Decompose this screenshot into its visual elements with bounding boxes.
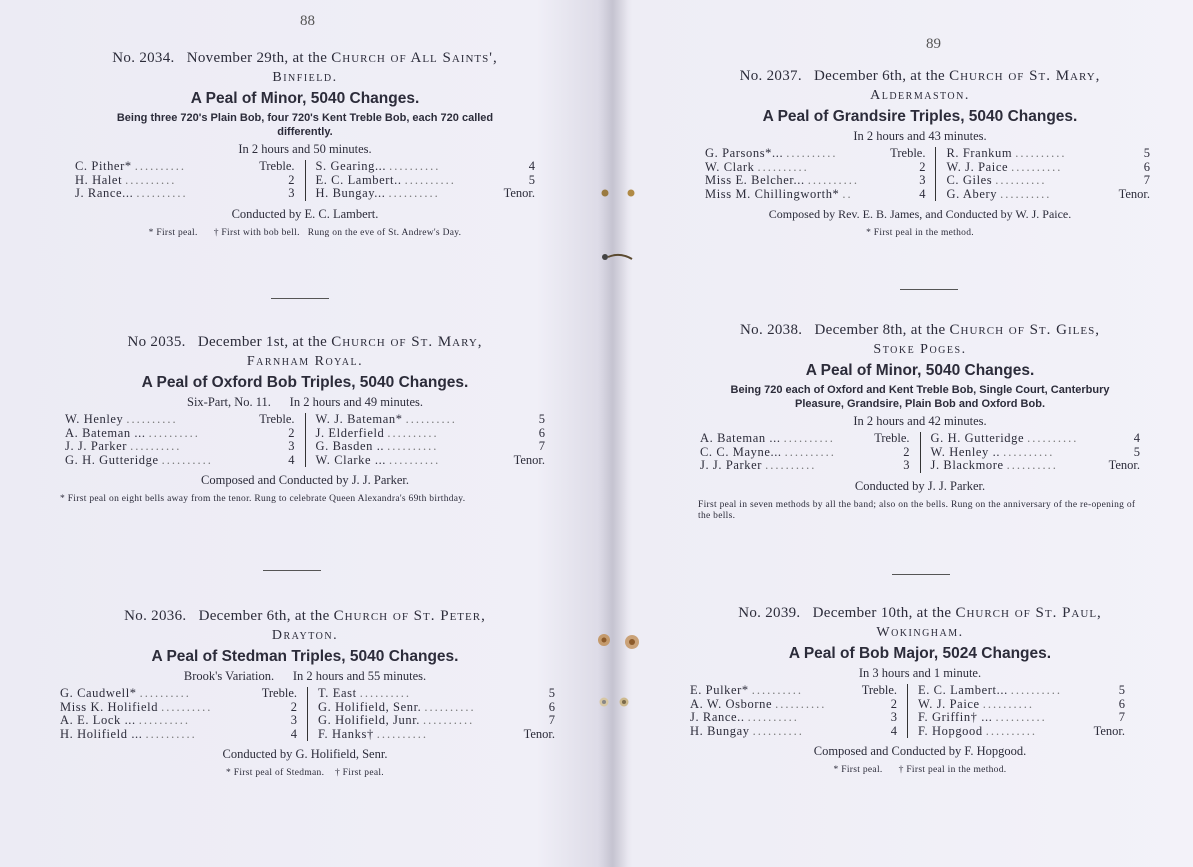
peal-record-2036 — [55, 606, 555, 779]
ringer-row: G. Caudwell* .......... Treble. — [60, 686, 297, 700]
ringer-bell: Treble. — [890, 146, 926, 160]
peal-notes: * First peal. † First with bob bell. Rung on the eve of St. Andrew's Day. — [148, 227, 462, 238]
peal-heading — [690, 320, 1150, 340]
ringer-name: G. Caudwell* — [60, 686, 137, 700]
ringers-column-right — [307, 687, 555, 741]
ringer-name: G. Abery — [946, 186, 998, 201]
peal-title: A Peal of Grandsire Triples, 5040 Changes. — [762, 108, 1078, 125]
ringer-bell: Tenor. — [1118, 186, 1150, 201]
ringer-name: W. J. Paice — [946, 159, 1009, 174]
ringer-bell: Treble. — [261, 686, 297, 700]
ringer-row: F. Hanks† .......... Tenor. — [318, 726, 555, 741]
ringer-bell: 4 — [528, 159, 535, 173]
ringer-bell: Treble. — [861, 683, 897, 697]
peal-title: A Peal of Oxford Bob Triples, 5040 Changes. — [141, 374, 469, 391]
ringer-row: G. Abery .......... Tenor. — [946, 186, 1150, 201]
ringer-bell: 3 — [890, 710, 897, 724]
peal-location: Drayton. — [271, 628, 339, 643]
peal-number: No. 2036. — [124, 608, 187, 624]
ringer-bell: Treble. — [259, 412, 295, 426]
ringer-bell: 3 — [919, 173, 926, 187]
peal-time: Brook's Variation. In 2 hours and 55 minutes. — [183, 669, 427, 683]
ringer-name: J. Blackmore — [930, 458, 1004, 472]
peal-title: A Peal of Stedman Triples, 5040 Changes. — [151, 648, 459, 665]
ringer-bell: 4 — [1133, 431, 1140, 445]
ringer-row: G. Holifield, Junr. .......... 7 — [318, 713, 555, 727]
ringer-row: G. Parsons*... .......... Treble. — [705, 146, 926, 160]
section-divider — [900, 289, 958, 290]
peal-conductor: Conducted by G. Holifield, Senr. — [222, 747, 388, 761]
peal-church: Church of St. Paul, — [955, 605, 1102, 621]
peal-notes: * First peal of Stedman. † First peal. — [226, 768, 384, 778]
ringer-name: Miss E. Belcher... — [705, 173, 805, 187]
ringer-bell: Tenor. — [523, 726, 555, 741]
ringer-bell: 4 — [890, 723, 897, 738]
peal-church: Church of All Saints', — [331, 50, 498, 66]
ringer-row: W. Clarke ... .......... Tenor. — [315, 452, 545, 467]
peal-time: In 2 hours and 42 minutes. — [853, 414, 987, 428]
ringer-row: H. Halet .......... 2 — [75, 172, 295, 187]
ringer-row: A. Bateman ... .......... Treble. — [700, 431, 910, 445]
peal-record-2035 — [55, 332, 555, 505]
ringers-band — [55, 160, 555, 201]
ringers-column-right — [305, 413, 546, 467]
ringer-bell: 7 — [1118, 710, 1125, 724]
peal-heading — [690, 603, 1150, 623]
peal-date: November 29th, at the — [186, 50, 328, 66]
peal-church: Church of St. Mary, — [949, 68, 1101, 84]
ringer-name: C. Pither* — [75, 159, 132, 173]
ringer-bell: Tenor. — [1093, 723, 1125, 738]
ringer-row: F. Griffin† ... .......... 7 — [918, 710, 1125, 724]
peal-conductor: Composed and Conducted by J. J. Parker. — [201, 473, 409, 487]
peal-number: No. 2039. — [738, 605, 801, 621]
ringer-name: W. J. Paice — [918, 696, 980, 711]
ringers-band — [55, 413, 555, 467]
ringer-name: W. J. Bateman* — [315, 412, 403, 426]
peal-number: No. 2037. — [739, 68, 802, 84]
peal-record-2037 — [690, 66, 1150, 239]
ringer-name: F. Griffin† ... — [918, 710, 993, 724]
ringer-row: E. C. Lambert.. .......... 5 — [315, 172, 535, 187]
ringer-bell: 2 — [903, 444, 910, 459]
peal-date: December 1st, at the — [197, 334, 328, 350]
ringer-row: G. H. Gutteridge .......... 4 — [930, 431, 1140, 445]
ringer-name: J. Elderfield — [315, 425, 385, 440]
ringer-name: W. Clark — [705, 159, 755, 174]
ringer-name: H. Bungay — [690, 723, 750, 738]
peal-date: December 6th, at the — [198, 608, 330, 624]
ringers-column-left — [65, 413, 305, 467]
ringer-bell: 3 — [288, 439, 295, 453]
ringer-name: Miss M. Chillingworth* — [705, 186, 840, 201]
ringer-name: F. Hanks† — [318, 726, 374, 741]
ringer-row: J. Elderfield .......... 6 — [315, 425, 545, 440]
ringer-name: C. Giles — [946, 173, 993, 187]
ringer-name: H. Holifield ... — [60, 726, 143, 741]
ringer-name: A. E. Lock ... — [60, 713, 136, 727]
peal-number: No. 2034. — [112, 50, 175, 66]
ringer-row: C. C. Mayne... .......... 2 — [700, 444, 910, 459]
ringer-name: G. Holifield, Junr. — [318, 713, 421, 727]
section-divider — [892, 574, 950, 575]
ringer-bell: 2 — [288, 425, 295, 440]
ringer-row: A. Bateman ... .......... 2 — [65, 425, 295, 440]
ringer-row: W. J. Paice .......... 6 — [918, 696, 1125, 711]
ringers-band — [690, 147, 1150, 201]
peal-number: No. 2038. — [740, 322, 803, 338]
staple-upper-mid — [598, 250, 638, 264]
ringer-name: W. Henley — [65, 412, 124, 426]
ringer-bell: 5 — [1118, 683, 1125, 697]
ringer-name: F. Hopgood — [918, 723, 983, 738]
peal-conductor: Composed by Rev. E. B. James, and Conducted by W. J. Paice. — [768, 207, 1072, 221]
ringer-row: E. Pulker* .......... Treble. — [690, 683, 897, 697]
ringers-band — [690, 684, 1150, 738]
peal-title: A Peal of Minor, 5040 Changes. — [805, 362, 1035, 379]
ringers-column-right — [305, 160, 536, 201]
ringer-row: H. Holifield ... .......... 4 — [60, 726, 297, 741]
ringer-bell: 6 — [1143, 159, 1150, 174]
ringers-band — [55, 687, 555, 741]
ringer-row: H. Bungay... .......... Tenor. — [315, 186, 535, 200]
ringer-name: A. Bateman ... — [700, 431, 781, 445]
ringers-column-left — [700, 432, 920, 473]
ringer-name: A. W. Osborne — [690, 696, 773, 711]
ringer-bell: Tenor. — [1108, 458, 1140, 472]
staple-top — [598, 186, 638, 200]
ringer-bell: 4 — [919, 186, 926, 201]
peal-subtitle: Being three 720's Plain Bob, four 720's Kent Treble Bob, each 720 called differently. — [116, 112, 494, 138]
ringer-name: J. Rance... — [75, 186, 134, 200]
ringer-bell: 2 — [288, 172, 295, 187]
peal-conductor: Conducted by J. J. Parker. — [854, 478, 986, 493]
ringers-column-left — [705, 147, 935, 201]
ringer-name: H. Bungay... — [315, 186, 386, 200]
ringer-name: C. C. Mayne... — [700, 444, 782, 459]
ringer-name: A. Bateman ... — [65, 425, 146, 440]
ringer-bell: 7 — [548, 713, 555, 727]
ringer-bell: Tenor. — [513, 452, 545, 467]
ringer-bell: 7 — [1143, 173, 1150, 187]
ringer-row: R. Frankum .......... 5 — [946, 146, 1150, 160]
ringer-bell: 3 — [903, 458, 910, 472]
ringer-row: J. Rance.. .......... 3 — [690, 710, 897, 724]
ringer-row: A. E. Lock ... .......... 3 — [60, 713, 297, 727]
ringers-column-right — [907, 684, 1125, 738]
ringer-bell: 5 — [1133, 444, 1140, 459]
ringer-bell: 5 — [528, 172, 535, 187]
ringer-row: W. Henley .. .......... 5 — [930, 444, 1140, 459]
ringer-bell: 6 — [1118, 696, 1125, 711]
ringer-name: G. Holifield, Senr. — [318, 699, 422, 714]
ringer-bell: 4 — [290, 726, 297, 741]
ringer-row: H. Bungay .......... 4 — [690, 723, 897, 738]
ringer-row: S. Gearing... .......... 4 — [315, 159, 535, 173]
peal-title: A Peal of Bob Major, 5024 Changes. — [788, 645, 1052, 662]
ringer-bell: 2 — [890, 696, 897, 711]
ringer-name: W. Henley .. — [930, 444, 1001, 459]
ringer-bell: 5 — [1143, 146, 1150, 160]
ringer-name: S. Gearing... — [315, 159, 387, 173]
ringer-name: J. J. Parker — [700, 458, 763, 472]
peal-time: Six-Part, No. 11. In 2 hours and 49 minutes. — [187, 395, 423, 409]
ringer-name: G. Basden .. — [315, 439, 385, 453]
ringers-column-left — [60, 687, 307, 741]
left-page — [55, 0, 555, 867]
ringers-column-left — [690, 684, 907, 738]
ringer-name: Miss K. Holifield — [60, 699, 159, 714]
peal-location: Stoke Poges. — [873, 342, 967, 357]
peal-notes: * First peal. † First peal in the method. — [833, 765, 1007, 775]
ringer-row: W. Clark .......... 2 — [705, 159, 926, 174]
ringer-name: E. Pulker* — [690, 683, 749, 697]
peal-notes: * First peal on eight bells away from the tenor. Rung to celebrate Queen Alexandra's 69th birthday. — [60, 494, 466, 504]
ringer-bell: 3 — [288, 186, 295, 200]
ringer-bell: Tenor. — [503, 186, 535, 200]
ringer-bell: 4 — [288, 452, 295, 467]
ringer-row: W. Henley .......... Treble. — [65, 412, 295, 426]
peal-location: Binfield. — [272, 70, 338, 85]
peal-location: Farnham Royal. — [246, 354, 364, 369]
ringer-row: T. East .......... 5 — [318, 686, 555, 700]
ringer-row: W. J. Bateman* .......... 5 — [315, 412, 545, 426]
peal-time: In 3 hours and 1 minute. — [858, 666, 982, 680]
ringer-row: J. J. Parker .......... 3 — [65, 439, 295, 453]
ringer-row: G. Basden .. .......... 7 — [315, 439, 545, 453]
peal-church: Church of St. Peter, — [333, 608, 486, 624]
ringer-bell: Treble. — [874, 431, 910, 445]
peal-location: Aldermaston. — [870, 88, 970, 103]
peal-conductor: Conducted by E. C. Lambert. — [231, 206, 379, 221]
ringer-row: Miss M. Chillingworth* .. 4 — [705, 186, 926, 201]
ringer-row: G. Holifield, Senr. .......... 6 — [318, 699, 555, 714]
ringers-band — [690, 432, 1150, 473]
ringer-bell: 2 — [290, 699, 297, 714]
ringer-row: F. Hopgood .......... Tenor. — [918, 723, 1125, 738]
peal-heading — [55, 48, 555, 68]
page-number: 89 — [926, 36, 941, 52]
ringer-row: C. Giles .......... 7 — [946, 173, 1150, 187]
ringer-row: E. C. Lambert... .......... 5 — [918, 683, 1125, 697]
ringer-name: W. Clarke ... — [315, 452, 387, 467]
peal-title: A Peal of Minor, 5040 Changes. — [190, 90, 420, 107]
peal-heading — [55, 606, 555, 626]
peal-notes: * First peal in the method. — [866, 228, 974, 238]
ringer-name: G. H. Gutteridge — [65, 452, 159, 467]
ringer-bell: 5 — [538, 412, 545, 426]
ringer-row: J. Blackmore .......... Tenor. — [930, 458, 1140, 472]
ringer-name: J. J. Parker — [65, 439, 128, 453]
ringer-name: J. Rance.. — [690, 710, 745, 724]
ringer-row: W. J. Paice .......... 6 — [946, 159, 1150, 174]
ringer-bell: 7 — [538, 439, 545, 453]
ringers-column-right — [935, 147, 1150, 201]
ringers-column-right — [920, 432, 1141, 473]
staple-bottom — [594, 694, 634, 710]
peal-date: December 10th, at the — [812, 605, 952, 621]
right-page — [690, 0, 1150, 867]
ringer-row: G. H. Gutteridge .......... 4 — [65, 452, 295, 467]
ringer-bell: 6 — [538, 425, 545, 440]
ringer-name: E. C. Lambert... — [918, 683, 1008, 697]
peal-time: In 2 hours and 50 minutes. — [238, 142, 372, 156]
peal-conductor: Composed and Conducted by F. Hopgood. — [813, 744, 1027, 758]
peal-time: In 2 hours and 43 minutes. — [853, 129, 987, 143]
ringer-name: G. H. Gutteridge — [930, 431, 1025, 445]
ringer-row: A. W. Osborne .......... 2 — [690, 696, 897, 711]
section-divider — [271, 298, 329, 299]
ringer-row: Miss K. Holifield .......... 2 — [60, 699, 297, 714]
peal-record-2038 — [690, 320, 1150, 522]
ringers-column-left — [75, 160, 305, 201]
ringer-name: T. East — [318, 686, 357, 700]
ringer-bell: 3 — [290, 713, 297, 727]
peal-record-2034 — [55, 48, 555, 239]
ringer-name: H. Halet — [75, 172, 123, 187]
page-number: 88 — [300, 13, 315, 29]
peal-heading — [55, 332, 555, 352]
ringer-name: E. C. Lambert.. — [315, 172, 402, 187]
peal-notes: First peal in seven methods by all the band; also on the bells. Rung on the anniversary of the re-opening of the bells. — [698, 499, 1136, 521]
ringer-bell: Treble. — [259, 159, 295, 173]
ringer-row: Miss E. Belcher... .......... 3 — [705, 173, 926, 187]
ringer-name: G. Parsons*... — [705, 146, 784, 160]
book-gutter — [598, 0, 628, 867]
peal-record-2039 — [690, 603, 1150, 776]
peal-number: No 2035. — [127, 334, 186, 350]
staple-lower-mid — [592, 630, 642, 654]
peal-date: December 6th, at the — [814, 68, 945, 84]
ringer-row: J. Rance... .......... 3 — [75, 186, 295, 200]
ringer-name: R. Frankum — [946, 146, 1013, 160]
ringer-bell: 5 — [548, 686, 555, 700]
peal-church: Church of St. Mary, — [331, 334, 483, 350]
ringer-row: J. J. Parker .......... 3 — [700, 458, 910, 472]
peal-date: December 8th, at the — [814, 322, 946, 338]
section-divider — [263, 570, 321, 571]
peal-location: Wokingham. — [876, 625, 964, 640]
ringer-bell: 6 — [548, 699, 555, 714]
peal-heading — [690, 66, 1150, 86]
ringer-bell: 2 — [919, 159, 926, 174]
ringer-row: C. Pither* .......... Treble. — [75, 159, 295, 173]
peal-church: Church of St. Giles, — [949, 322, 1100, 338]
peal-subtitle: Being 720 each of Oxford and Kent Treble Bob, Single Court, Canterbury Pleasure, Grandsire, Plain Bob and Oxford Bob. — [730, 384, 1110, 410]
